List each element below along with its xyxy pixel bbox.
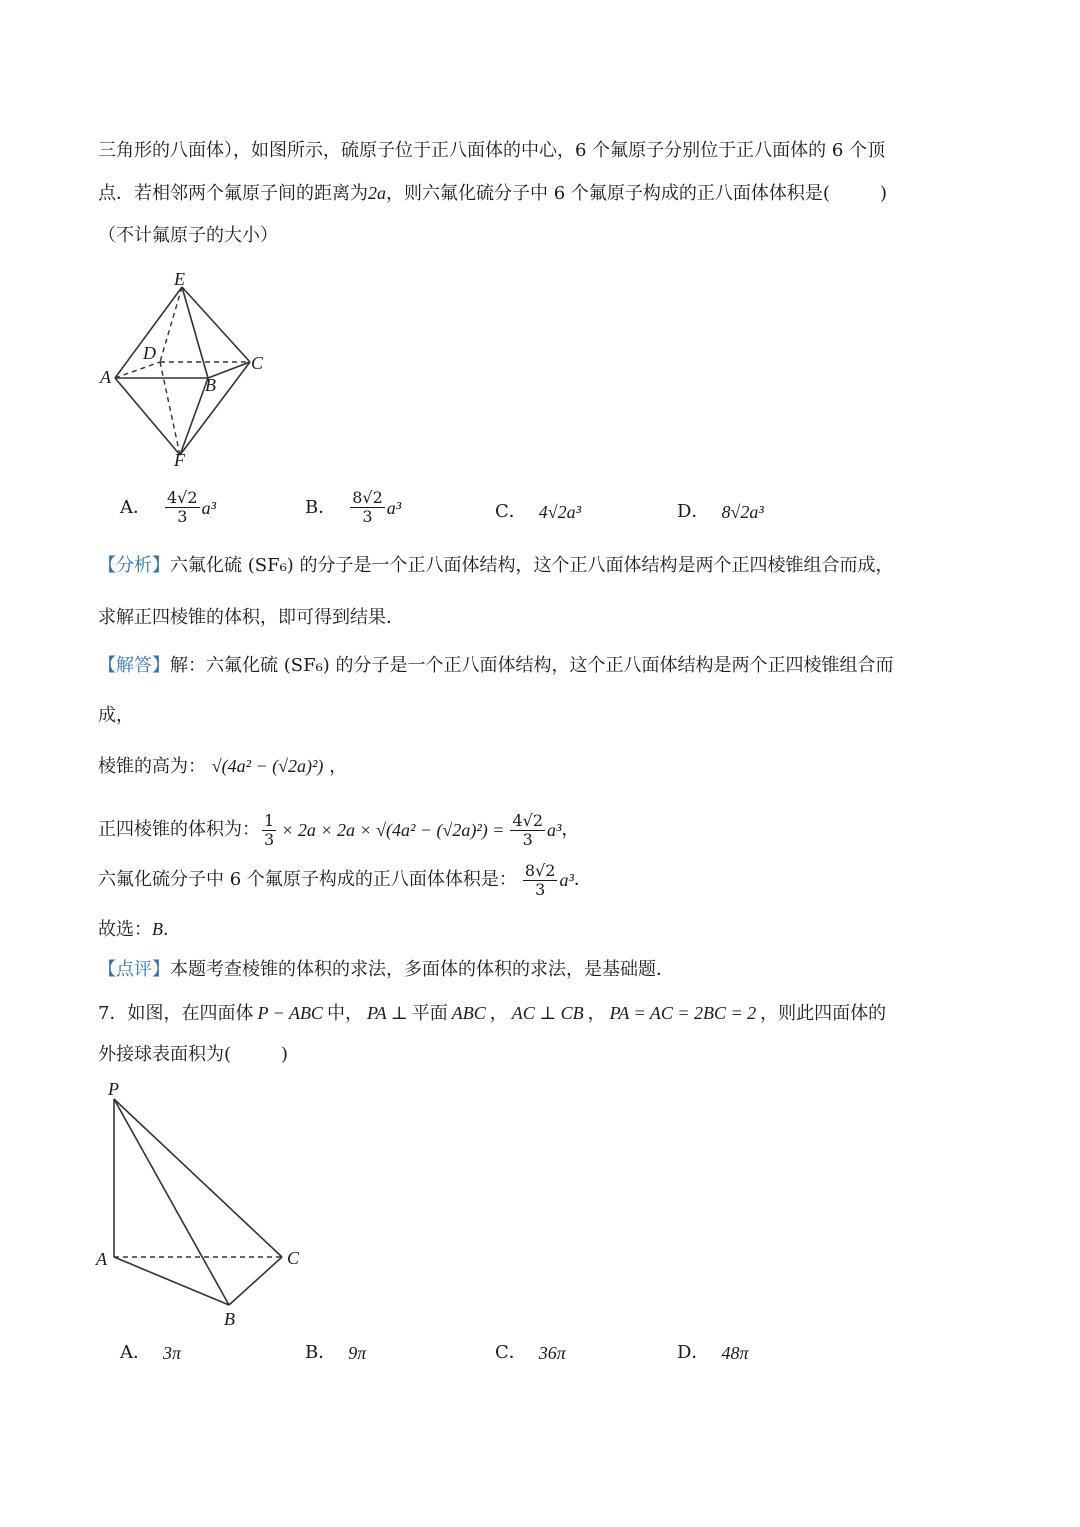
solution-tag: 【解答】 — [98, 655, 170, 676]
q6-option-b[interactable] — [305, 489, 401, 526]
volume-result-tail: a³ — [547, 820, 562, 840]
q6-option-b-label: B． — [305, 496, 337, 518]
q7-var-accb: AC ⊥ CB — [511, 1003, 584, 1023]
q6-line-3: （不计氟原子的大小） — [98, 225, 278, 246]
volume-expr: × 2a × 2a × √(4a² − (√2a)²) = — [281, 820, 505, 840]
q6-option-a[interactable] — [120, 489, 216, 526]
vertex-label-f: F — [174, 450, 185, 470]
height-expr: √(4a² − (√2a)²) — [211, 756, 324, 776]
vertex-label-e: E — [174, 269, 185, 289]
q7-option-d-value: 48π — [721, 1343, 749, 1363]
analysis-tag: 【分析】 — [98, 555, 170, 576]
q6-distance-var: 2a — [368, 183, 386, 203]
volume-frac-num: 1 — [264, 810, 275, 830]
q6-answer-paren-close: ) — [879, 183, 887, 204]
vertex-label-b7: B — [224, 1309, 235, 1329]
q7-text-e: ， — [587, 1003, 606, 1024]
q7-var-tetra: P − ABC — [257, 1003, 323, 1023]
q7-line-2-text: 外接球表面积为 — [98, 1044, 224, 1065]
q7-var-abc: ABC — [451, 1003, 486, 1023]
vertex-label-c: C — [251, 353, 264, 373]
q6-line-2-text-b: ，则六氟化硫分子中 6 个氟原子构成的正八面体体积是 — [386, 183, 823, 204]
choice-value: B — [152, 919, 163, 939]
q6-answer-paren-open: ( — [822, 183, 830, 204]
total-frac — [523, 862, 558, 899]
analysis-line-2: 求解正四棱锥的体积，即可得到结果． — [98, 607, 404, 628]
q6-option-d-value: 8√2a³ — [721, 502, 764, 522]
height-label: 棱锥的高为： — [98, 756, 206, 777]
q6-option-d-label: D． — [677, 501, 710, 522]
total-num: 8√2 — [524, 860, 556, 880]
q7-option-c-label: C． — [495, 1342, 527, 1363]
vertex-label-a7: A — [96, 1249, 107, 1269]
volume-result-num: 4√2 — [512, 810, 544, 830]
q7-line-2 — [98, 1043, 288, 1067]
total-tail: a³ — [559, 870, 574, 890]
total-end: ． — [573, 869, 592, 890]
q7-answer-paren-open: ( — [224, 1044, 232, 1065]
octahedron-figure — [95, 265, 275, 475]
q7-answer-paren-close: ) — [281, 1044, 289, 1065]
total-den: 3 — [535, 879, 546, 899]
vertex-label-c7: C — [287, 1248, 300, 1268]
q7-line-1 — [98, 1001, 886, 1026]
q6-option-c-value: 4√2a³ — [538, 502, 582, 522]
solution-total — [98, 860, 592, 900]
solution-line-2: 成， — [98, 705, 134, 726]
q7-option-b-value: 9π — [348, 1343, 367, 1363]
q7-var-pa: PA ⊥ — [366, 1003, 408, 1023]
q6-option-b-tail: a³ — [386, 497, 402, 518]
choice-label: 故选： — [98, 919, 152, 940]
q7-option-a-label: A． — [120, 1342, 151, 1363]
review-text: 本题考查棱锥的体积的求法，多面体的体积的求法，是基础题． — [170, 959, 674, 980]
q6-option-b-den: 3 — [362, 507, 373, 526]
q6-line-2 — [98, 181, 887, 206]
total-label: 六氟化硫分子中 6 个氟原子构成的正八面体体积是： — [98, 869, 517, 890]
volume-tail: ， — [561, 819, 580, 840]
volume-label: 正四棱锥的体积为： — [98, 819, 260, 840]
tetrahedron-figure — [92, 1075, 312, 1335]
q7-option-a[interactable] — [120, 1341, 181, 1365]
q7-text-a: 7．如图，在四面体 — [98, 1003, 254, 1024]
q6-option-b-num: 8√2 — [352, 488, 383, 507]
q6-line-1: 三角形的八面体），如图所示，硫原子位于正八面体的中心，6 个氟原子分别位于正八面体的 6 个顶 — [98, 140, 886, 161]
q7-option-c-value: 36π — [538, 1343, 566, 1363]
solution-text-1: 解：六氟化硫 (SF₆) 的分子是一个正八面体结构，这个正八面体结构是两个正四棱锥组合而 — [170, 655, 894, 676]
q6-option-a-num: 4√2 — [167, 488, 198, 507]
q6-option-d[interactable] — [677, 500, 764, 524]
q7-option-b[interactable] — [305, 1341, 366, 1365]
analysis-text-1: 六氟化硫 (SF₆) 的分子是一个正八面体结构，这个正八面体结构是两个正四棱锥组合而成， — [170, 555, 894, 576]
review-tag: 【点评】 — [98, 959, 170, 980]
q6-option-a-den: 3 — [177, 507, 188, 526]
q6-option-a-label: A． — [120, 496, 151, 518]
review-line — [98, 958, 674, 982]
volume-frac-den: 3 — [264, 829, 275, 849]
q7-option-d[interactable] — [677, 1341, 748, 1365]
solution-choice — [98, 917, 181, 942]
vertex-label-b: B — [205, 375, 216, 395]
q7-text-b: 中， — [326, 1003, 363, 1024]
q7-text-f: ，则此四面体的 — [760, 1003, 887, 1024]
q6-option-a-tail: a³ — [201, 497, 216, 518]
solution-height — [98, 754, 347, 779]
q6-option-c-label: C． — [495, 501, 527, 522]
analysis-line-1 — [98, 554, 894, 578]
volume-result-frac — [510, 812, 545, 849]
vertex-label-p: P — [108, 1079, 119, 1099]
q6-option-a-fraction — [165, 489, 200, 526]
q7-option-b-label: B． — [305, 1342, 337, 1363]
vertex-label-d: D — [143, 343, 156, 363]
q7-text-d: ， — [489, 1003, 508, 1024]
volume-result-den: 3 — [522, 829, 533, 849]
choice-end: ． — [163, 919, 181, 940]
q7-var-lengths: PA = AC = 2BC = 2 — [609, 1003, 757, 1023]
q6-option-c[interactable] — [495, 500, 581, 524]
q7-text-c: 平面 — [411, 1003, 448, 1024]
q6-line-2-text-a: 点．若相邻两个氟原子间的距离为 — [98, 183, 368, 204]
height-tail: ， — [329, 756, 348, 777]
vertex-label-a: A — [100, 367, 111, 387]
q7-option-d-label: D． — [677, 1342, 710, 1363]
volume-frac — [262, 812, 276, 849]
q7-option-a-value: 3π — [163, 1343, 182, 1363]
solution-line-1 — [98, 654, 894, 678]
q6-option-b-fraction — [350, 489, 385, 526]
solution-volume — [98, 810, 579, 850]
q7-option-c[interactable] — [495, 1341, 566, 1365]
